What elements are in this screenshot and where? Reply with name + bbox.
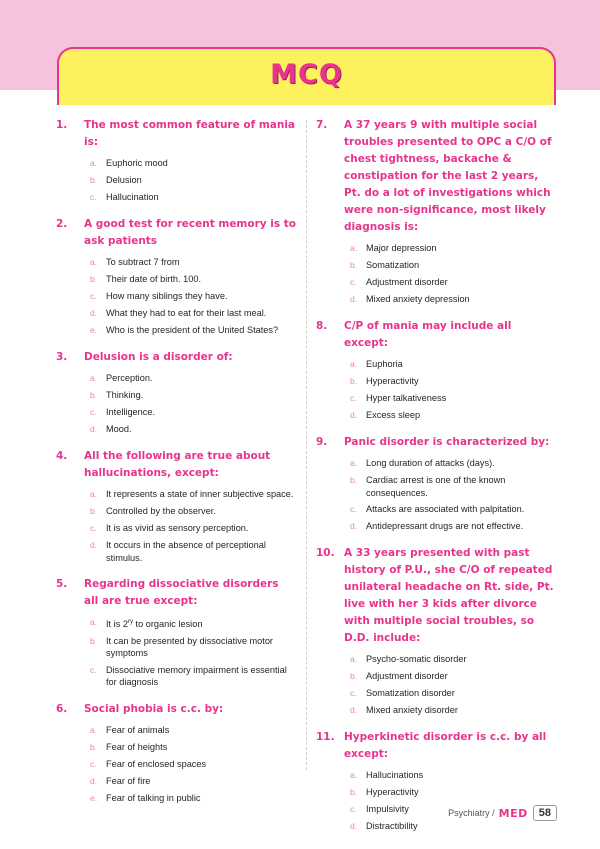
question-text: Delusion is a disorder of:	[84, 351, 233, 363]
question-number: 10.	[316, 547, 335, 559]
option-item	[350, 820, 556, 833]
question-number: 6.	[56, 702, 68, 715]
option-item	[350, 474, 556, 499]
question-number: 1.	[56, 119, 68, 131]
option-item	[350, 653, 556, 666]
option-text: Hyperactivity	[366, 787, 419, 797]
option-item	[350, 242, 556, 255]
option-item	[350, 409, 556, 422]
option-letter: d.	[90, 540, 98, 550]
option-letter: a.	[90, 617, 98, 627]
option-text: It can be presented by dissociative motor symptoms	[106, 635, 273, 659]
option-letter: a.	[90, 489, 98, 499]
option-item	[350, 392, 556, 405]
option-text: Somatization	[366, 260, 420, 270]
option-letter: a.	[90, 257, 98, 267]
option-text: Psycho-somatic disorder	[366, 654, 467, 664]
question-header	[56, 576, 296, 610]
option-text: Hyperactivity	[366, 376, 419, 386]
question-header	[56, 448, 296, 482]
option-text: Hallucination	[106, 192, 159, 202]
question-text: The most common feature of mania is:	[84, 119, 296, 148]
option-item	[90, 724, 296, 737]
question-text: Hyperkinetic disorder is c.c. by all except:	[344, 731, 547, 760]
option-text: Attacks are associated with palpitation.	[366, 504, 525, 514]
option-letter: c.	[90, 523, 97, 533]
question-block	[56, 349, 296, 436]
option-text: Thinking.	[106, 390, 144, 400]
options-list	[350, 242, 556, 306]
option-text: Euphoria	[366, 359, 403, 369]
option-text: It occurs in the absence of perceptional stimulus.	[106, 540, 266, 563]
question-number: 9.	[316, 436, 328, 448]
option-item	[350, 786, 556, 799]
option-item	[90, 389, 296, 402]
options-list	[90, 724, 296, 805]
question-header	[316, 729, 556, 763]
page-number: 58	[533, 805, 557, 821]
question-text: All the following are true about hallucinations, except:	[84, 450, 271, 479]
option-letter: d.	[350, 821, 358, 831]
option-item	[90, 635, 296, 660]
question-number: 3.	[56, 351, 68, 363]
question-header	[56, 349, 296, 366]
option-text: Who is the president of the United States?	[106, 325, 279, 335]
question-block	[316, 545, 556, 717]
option-item	[90, 273, 296, 286]
option-text: Euphoric mood	[106, 158, 168, 168]
question-text: A 37 years 9 with multiple social troubles presented to OPC a C/O of chest tightness, backache & constipation for the last 2 years, Pt. do a lot of investigations which were non-significance, most likely diagnosis is:	[344, 119, 552, 233]
option-item	[350, 375, 556, 388]
option-item	[90, 539, 296, 564]
column-divider	[306, 120, 307, 770]
option-item	[90, 664, 296, 689]
option-text: Delusion	[106, 175, 142, 185]
option-letter: e.	[90, 325, 98, 335]
option-letter: a.	[350, 243, 358, 253]
option-text: Mixed anxiety disorder	[366, 705, 458, 715]
question-text: A 33 years presented with past history of P.U., she C/O of repeated unilateral headache on Rt. side, Pt. live with her 3 kids after divorce with multiple social troubles, so D.D. include:	[344, 547, 554, 644]
option-text: To subtract 7 from	[106, 257, 180, 267]
option-text: Perception.	[106, 373, 153, 383]
options-list	[90, 616, 296, 689]
option-text: It is $2^{ry}$ to organic lesion	[106, 619, 203, 630]
question-header	[316, 545, 556, 647]
option-letter: c.	[350, 804, 357, 814]
option-text: Intelligence.	[106, 407, 156, 417]
question-block	[56, 448, 296, 564]
option-text: Somatization disorder	[366, 688, 455, 698]
option-item	[350, 457, 556, 470]
question-header	[316, 318, 556, 352]
option-text: Fear of fire	[106, 775, 151, 786]
option-item	[90, 256, 296, 269]
option-item	[90, 775, 296, 788]
options-list	[90, 256, 296, 337]
option-item	[90, 324, 296, 337]
option-letter: b.	[90, 390, 98, 400]
option-item	[350, 769, 556, 782]
option-text: Hallucinations	[366, 770, 424, 780]
question-block	[56, 216, 296, 337]
option-letter: b.	[90, 635, 98, 646]
question-block	[316, 318, 556, 422]
options-list	[350, 358, 556, 422]
option-text: Mood.	[106, 424, 132, 434]
question-text: Social phobia is c.c. by:	[84, 702, 224, 715]
option-text: Adjustment disorder	[366, 671, 448, 681]
question-header	[316, 434, 556, 451]
med-logo: MED	[498, 806, 528, 820]
option-letter: a.	[350, 654, 358, 664]
option-item	[90, 616, 296, 631]
option-letter: c.	[350, 688, 357, 698]
option-item	[350, 358, 556, 371]
option-text: Long duration of attacks (days).	[366, 458, 495, 468]
option-letter: b.	[350, 376, 358, 386]
option-item	[350, 687, 556, 700]
option-letter: b.	[350, 671, 358, 681]
option-item	[90, 191, 296, 204]
question-header	[56, 216, 296, 250]
options-list	[350, 653, 556, 717]
question-header	[56, 117, 296, 151]
option-text: Dissociative memory impairment is essential for diagnosis	[106, 664, 287, 688]
option-item	[350, 670, 556, 683]
option-item	[350, 276, 556, 289]
option-letter: c.	[90, 192, 97, 202]
option-item	[90, 741, 296, 754]
title-banner	[57, 47, 556, 105]
options-list	[90, 157, 296, 204]
option-item	[350, 704, 556, 717]
option-letter: e.	[90, 792, 98, 803]
left-column	[56, 117, 296, 817]
option-item	[90, 406, 296, 419]
option-letter: b.	[350, 260, 358, 270]
option-letter: a.	[90, 724, 98, 735]
question-header	[56, 701, 296, 718]
option-letter: b.	[90, 741, 98, 752]
question-block	[56, 117, 296, 204]
option-letter: c.	[350, 277, 357, 287]
option-item	[90, 307, 296, 320]
option-text: Adjustment disorder	[366, 277, 448, 287]
page-title: MCQ	[270, 59, 343, 90]
options-list	[90, 372, 296, 436]
option-text: Controlled by the observer.	[106, 506, 216, 516]
question-text: A good test for recent memory is to ask patients	[84, 218, 297, 247]
option-item	[90, 792, 296, 805]
option-item	[350, 293, 556, 306]
option-text: Fear of talking in public	[106, 792, 201, 803]
option-letter: c.	[350, 393, 357, 403]
option-item	[90, 505, 296, 518]
option-letter: b.	[90, 175, 98, 185]
option-text: It represents a state of inner subjective space.	[106, 489, 294, 499]
option-letter: a.	[350, 359, 358, 369]
option-letter: c.	[90, 291, 97, 301]
footer-subject: Psychiatry /	[448, 808, 495, 818]
option-text: Mixed anxiety depression	[366, 294, 470, 304]
option-item	[90, 488, 296, 501]
options-list	[90, 488, 296, 564]
option-item	[90, 423, 296, 436]
option-letter: a.	[90, 158, 98, 168]
option-letter: d.	[90, 424, 98, 434]
option-text: How many siblings they have.	[106, 291, 228, 301]
option-letter: d.	[90, 308, 98, 318]
option-letter: c.	[90, 758, 97, 769]
option-letter: b.	[350, 475, 358, 485]
question-text: C/P of mania may include all except:	[344, 320, 512, 349]
question-block	[56, 576, 296, 689]
option-text: Fear of enclosed spaces	[106, 758, 207, 769]
question-number: 5.	[56, 578, 68, 590]
question-block	[316, 434, 556, 533]
option-item	[90, 372, 296, 385]
option-text: Cardiac arrest is one of the known consequences.	[366, 475, 506, 498]
option-letter: b.	[90, 506, 98, 516]
option-text: It is as vivid as sensory perception.	[106, 523, 249, 533]
option-text: What they had to eat for their last meal.	[106, 308, 267, 318]
option-item	[350, 503, 556, 516]
question-number: 4.	[56, 450, 68, 462]
option-text: Hyper talkativeness	[366, 393, 447, 403]
option-letter: b.	[90, 274, 98, 284]
option-text: Their date of birth. 100.	[106, 274, 201, 284]
option-letter: c.	[90, 664, 97, 675]
page-footer	[448, 805, 557, 821]
option-item	[90, 522, 296, 535]
option-item	[90, 290, 296, 303]
option-letter: a.	[90, 373, 98, 383]
options-list	[350, 457, 556, 533]
option-letter: d.	[350, 521, 358, 531]
option-letter: b.	[350, 787, 358, 797]
right-column	[316, 117, 556, 845]
option-letter: c.	[350, 504, 357, 514]
question-header	[316, 117, 556, 236]
option-letter: d.	[90, 775, 98, 786]
question-block	[56, 701, 296, 805]
question-block	[316, 117, 556, 306]
question-text: Panic disorder is characterized by:	[344, 436, 550, 448]
option-item	[90, 758, 296, 771]
option-letter: a.	[350, 770, 358, 780]
question-number: 8.	[316, 320, 328, 332]
option-text: Distractibility	[366, 821, 418, 831]
option-letter: c.	[90, 407, 97, 417]
option-letter: a.	[350, 458, 358, 468]
option-text: Impulsivity	[366, 804, 409, 814]
option-text: Fear of heights	[106, 741, 168, 752]
question-number: 2.	[56, 218, 68, 230]
option-item	[90, 157, 296, 170]
option-item	[350, 259, 556, 272]
option-text: Fear of animals	[106, 724, 170, 735]
option-item	[350, 520, 556, 533]
option-text: Antidepressant drugs are not effective.	[366, 521, 524, 531]
option-letter: d.	[350, 294, 358, 304]
question-number: 7.	[316, 119, 328, 131]
option-text: Major depression	[366, 243, 437, 253]
question-text: Regarding dissociative disorders all are true except:	[84, 578, 279, 607]
option-text: Excess sleep	[366, 410, 421, 420]
question-number: 11.	[316, 731, 335, 743]
option-item	[90, 174, 296, 187]
option-letter: d.	[350, 410, 358, 420]
options-list	[350, 769, 556, 833]
option-letter: d.	[350, 705, 358, 715]
